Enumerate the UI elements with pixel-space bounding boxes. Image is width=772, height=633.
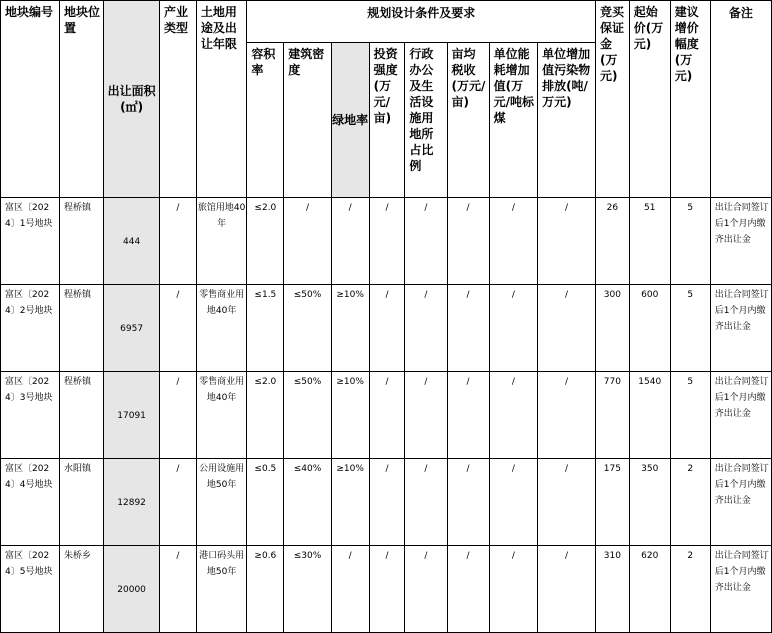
header-energy: 单位能耗增加值(万元/吨标煤 — [489, 43, 537, 198]
plot-no-cell: 富区〔2024〕3号地块 — [1, 372, 60, 459]
green-cell: / — [331, 546, 369, 633]
industry-cell: / — [160, 198, 197, 285]
density-cell: ≤50% — [284, 372, 331, 459]
deposit-cell: 310 — [596, 546, 630, 633]
density-cell: / — [284, 198, 331, 285]
deposit-cell: 26 — [596, 198, 630, 285]
table-row — [1, 546, 772, 633]
pollution-cell: / — [538, 459, 596, 546]
admin-ratio-cell: / — [405, 198, 447, 285]
start-price-cell: 51 — [629, 198, 670, 285]
industry-cell: / — [160, 546, 197, 633]
header-investment: 投资强度(万元/亩) — [369, 43, 405, 198]
header-pollution: 单位增加值污染物排放(吨/万元) — [538, 43, 596, 198]
green-cell: ≥10% — [331, 459, 369, 546]
green-cell: / — [331, 198, 369, 285]
tax-cell: / — [447, 459, 489, 546]
green-cell: ≥10% — [331, 285, 369, 372]
deposit-cell: 300 — [596, 285, 630, 372]
far-cell: ≥0.6 — [247, 546, 284, 633]
deposit-cell: 175 — [596, 459, 630, 546]
far-cell: ≤2.0 — [247, 198, 284, 285]
tax-cell: / — [447, 546, 489, 633]
header-green: 绿地率 — [331, 43, 369, 198]
remarks-cell: 出让合同签订后1个月内缴齐出让金 — [710, 285, 771, 372]
area-cell: 444 — [104, 198, 160, 285]
area-cell: 6957 — [104, 285, 160, 372]
header-location: 地块位置 — [59, 1, 103, 198]
table-row — [1, 372, 772, 459]
location-cell: 水阳镇 — [59, 459, 103, 546]
header-plot-no: 地块编号 — [1, 1, 60, 198]
land-use-cell: 公用设施用地50年 — [196, 459, 247, 546]
header-tax: 亩均税收(万元/亩) — [447, 43, 489, 198]
tax-cell: / — [447, 198, 489, 285]
deposit-cell: 770 — [596, 372, 630, 459]
energy-cell: / — [489, 546, 537, 633]
increment-cell: 2 — [670, 459, 710, 546]
investment-cell: / — [369, 285, 405, 372]
admin-ratio-cell: / — [405, 372, 447, 459]
energy-cell: / — [489, 198, 537, 285]
green-cell: ≥10% — [331, 372, 369, 459]
investment-cell: / — [369, 372, 405, 459]
start-price-cell: 1540 — [629, 372, 670, 459]
investment-cell: / — [369, 546, 405, 633]
start-price-cell: 620 — [629, 546, 670, 633]
plot-no-cell: 富区〔2024〕2号地块 — [1, 285, 60, 372]
table-row — [1, 459, 772, 546]
density-cell: ≤40% — [284, 459, 331, 546]
area-cell: 17091 — [104, 372, 160, 459]
density-cell: ≤30% — [284, 546, 331, 633]
table-row — [1, 198, 772, 285]
header-planning: 规划设计条件及要求 — [247, 1, 596, 43]
far-cell: ≤2.0 — [247, 372, 284, 459]
header-area: 出让面积(㎡) — [104, 1, 160, 198]
land-use-cell: 港口码头用地50年 — [196, 546, 247, 633]
area-cell: 20000 — [104, 546, 160, 633]
increment-cell: 5 — [670, 285, 710, 372]
industry-cell: / — [160, 285, 197, 372]
header-admin-ratio: 行政办公及生活设施用地所占比例 — [405, 43, 447, 198]
admin-ratio-cell: / — [405, 546, 447, 633]
header-far: 容积率 — [247, 43, 284, 198]
header-start-price: 起始价(万元) — [629, 1, 670, 198]
pollution-cell: / — [538, 198, 596, 285]
investment-cell: / — [369, 459, 405, 546]
header-increment: 建议增价幅度(万元) — [670, 1, 710, 198]
location-cell: 程桥镇 — [59, 372, 103, 459]
energy-cell: / — [489, 372, 537, 459]
density-cell: ≤50% — [284, 285, 331, 372]
table-row — [1, 285, 772, 372]
energy-cell: / — [489, 285, 537, 372]
area-cell: 12892 — [104, 459, 160, 546]
energy-cell: / — [489, 459, 537, 546]
far-cell: ≤0.5 — [247, 459, 284, 546]
header-deposit: 竞买保证金(万元) — [596, 1, 630, 198]
location-cell: 朱桥乡 — [59, 546, 103, 633]
pollution-cell: / — [538, 372, 596, 459]
header-industry: 产业类型 — [160, 1, 197, 198]
tax-cell: / — [447, 285, 489, 372]
admin-ratio-cell: / — [405, 285, 447, 372]
land-use-cell: 零售商业用地40年 — [196, 372, 247, 459]
remarks-cell: 出让合同签订后1个月内缴齐出让金 — [710, 459, 771, 546]
industry-cell: / — [160, 459, 197, 546]
remarks-cell: 出让合同签订后1个月内缴齐出让金 — [710, 198, 771, 285]
increment-cell: 5 — [670, 198, 710, 285]
plot-no-cell: 富区〔2024〕4号地块 — [1, 459, 60, 546]
location-cell: 程桥镇 — [59, 198, 103, 285]
industry-cell: / — [160, 372, 197, 459]
admin-ratio-cell: / — [405, 459, 447, 546]
header-remarks: 备注 — [710, 1, 771, 198]
location-cell: 程桥镇 — [59, 285, 103, 372]
land-use-cell: 旅馆用地40年 — [196, 198, 247, 285]
pollution-cell: / — [538, 285, 596, 372]
increment-cell: 5 — [670, 372, 710, 459]
start-price-cell: 350 — [629, 459, 670, 546]
plot-no-cell: 富区〔2024〕5号地块 — [1, 546, 60, 633]
remarks-cell: 出让合同签订后1个月内缴齐出让金 — [710, 372, 771, 459]
header-land-use: 土地用途及出让年限 — [196, 1, 247, 198]
far-cell: ≤1.5 — [247, 285, 284, 372]
start-price-cell: 600 — [629, 285, 670, 372]
land-use-cell: 零售商业用地40年 — [196, 285, 247, 372]
header-density: 建筑密度 — [284, 43, 331, 198]
increment-cell: 2 — [670, 546, 710, 633]
plot-no-cell: 富区〔2024〕1号地块 — [1, 198, 60, 285]
tax-cell: / — [447, 372, 489, 459]
remarks-cell: 出让合同签订后1个月内缴齐出让金 — [710, 546, 771, 633]
pollution-cell: / — [538, 546, 596, 633]
investment-cell: / — [369, 198, 405, 285]
